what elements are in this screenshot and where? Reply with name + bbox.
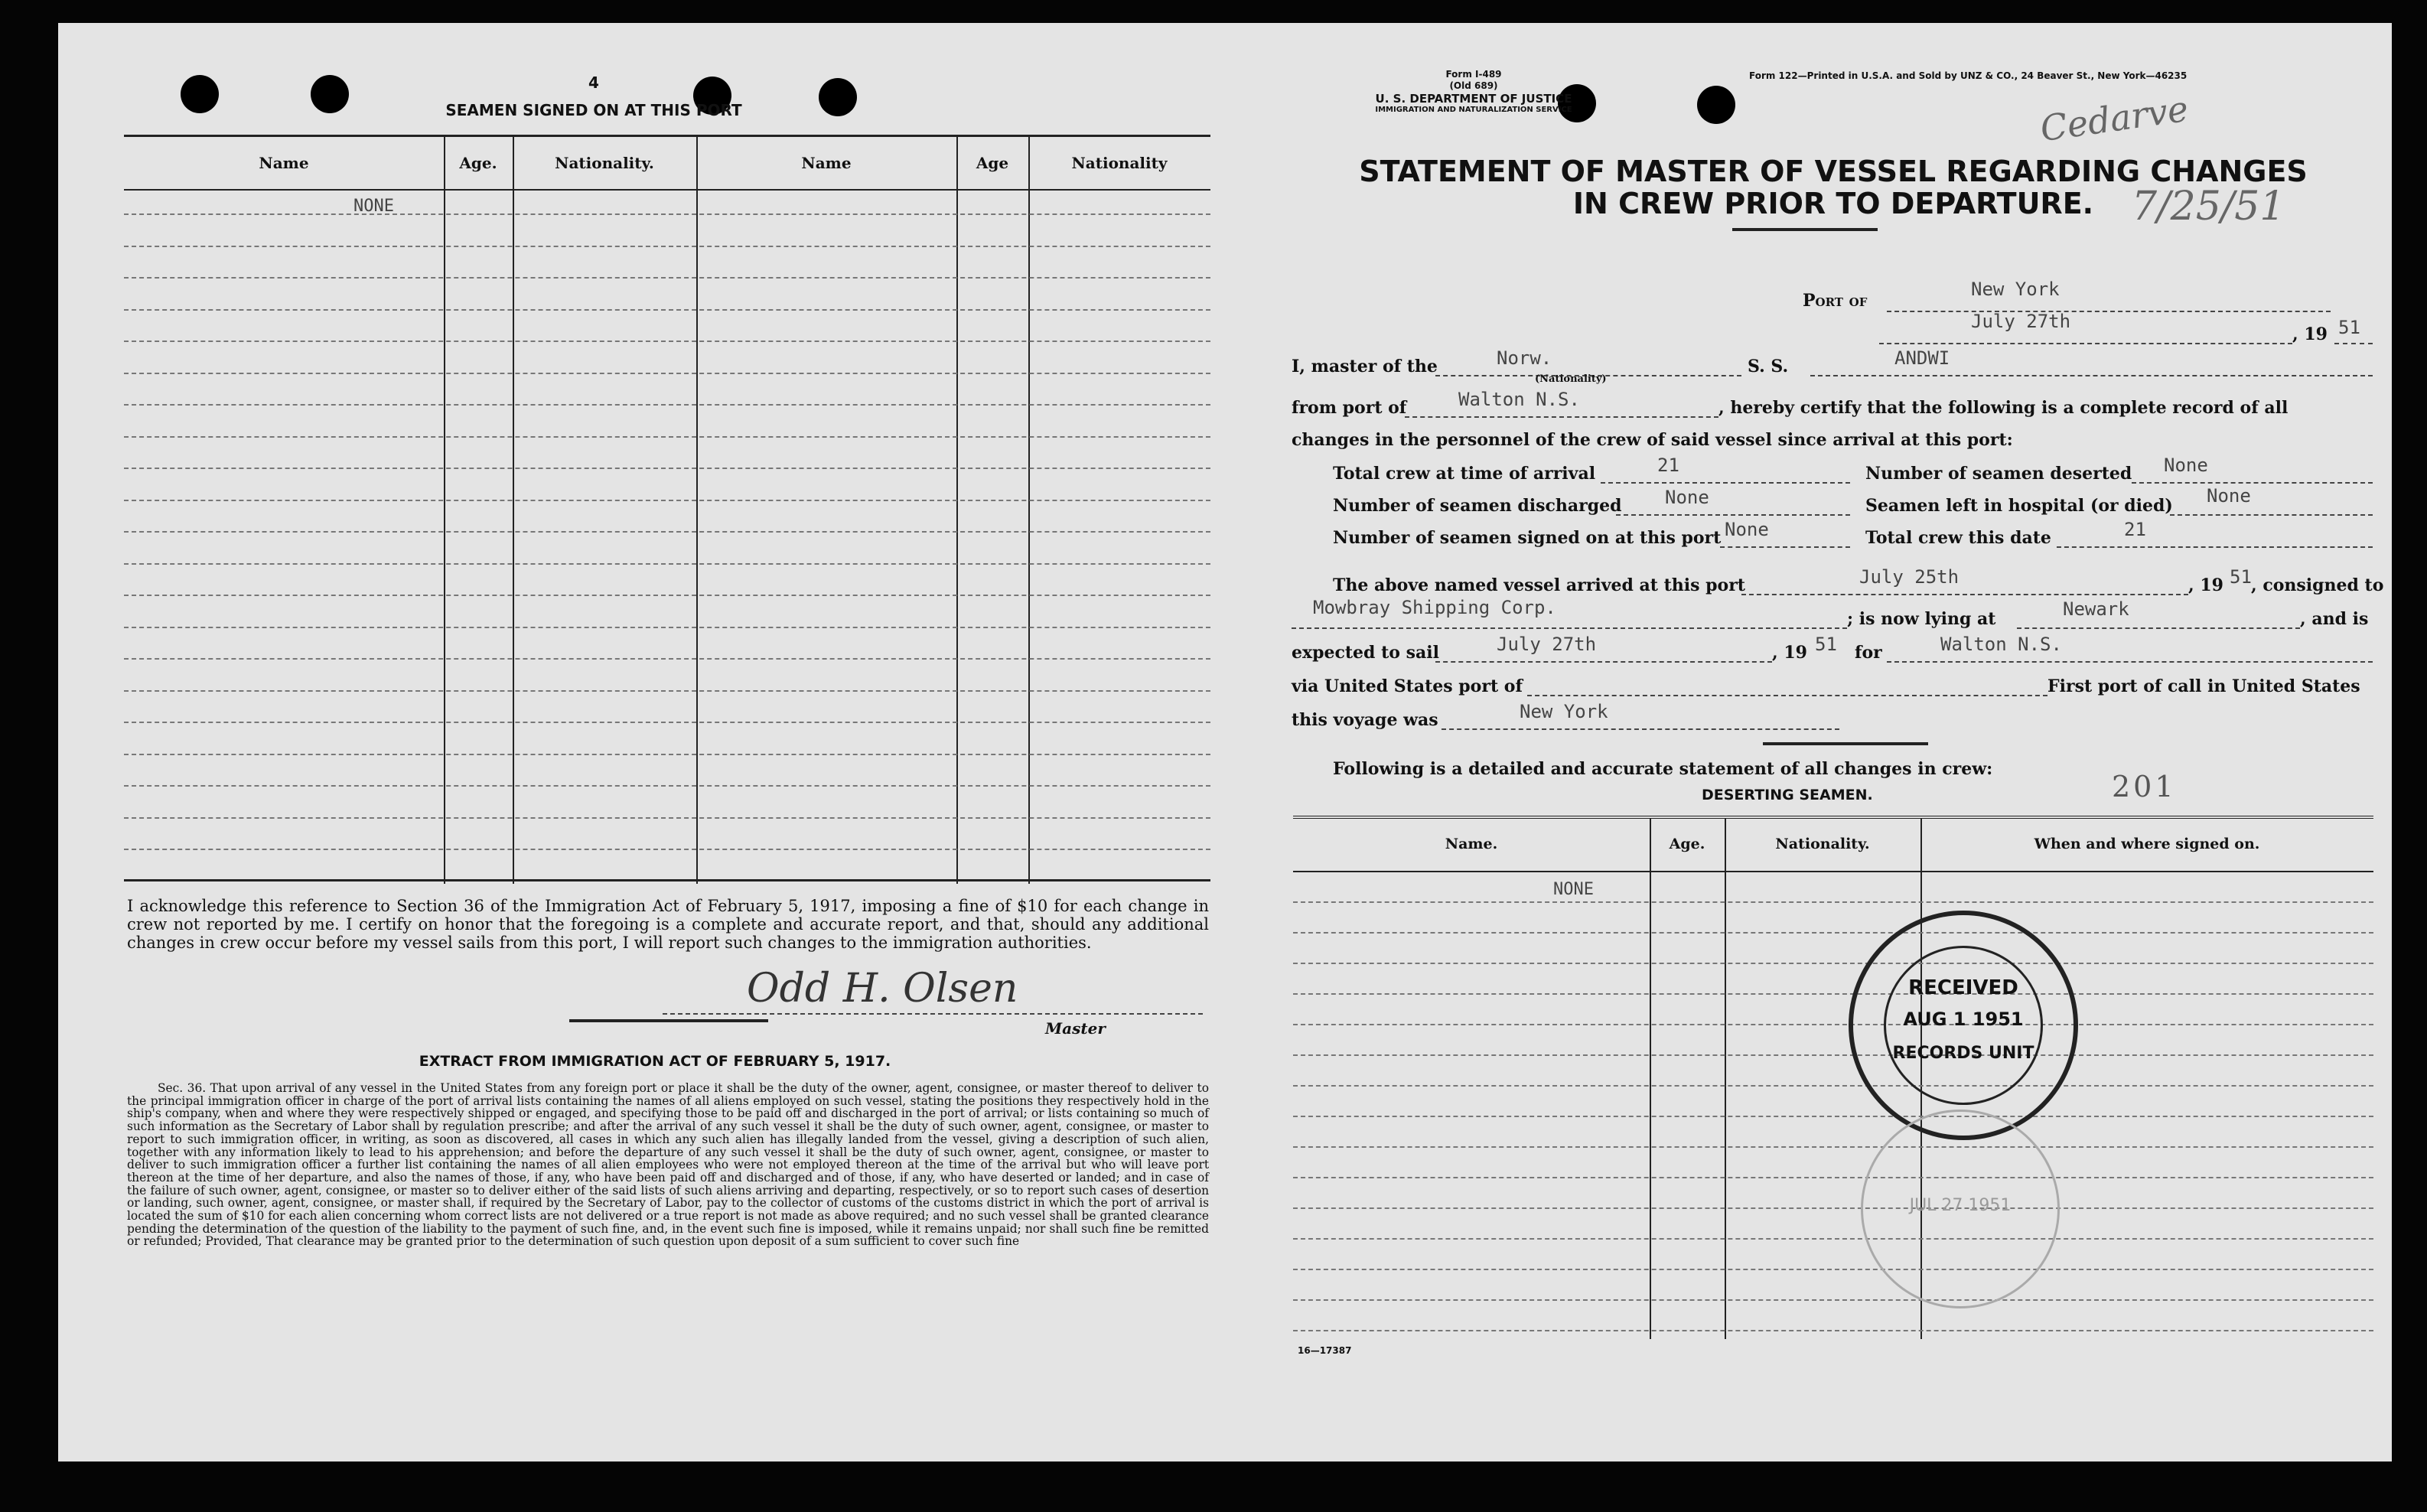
row-rule <box>124 658 1210 660</box>
certify-text: , hereby certify that the following is a complete record of all <box>1718 398 2289 418</box>
row-rule <box>124 722 1210 723</box>
stamp-unit-text: RECORDS UNIT <box>1892 1044 2034 1063</box>
signed-on-label: Number of seamen signed on at this port <box>1333 528 1722 548</box>
col-header: Age. <box>1669 836 1705 852</box>
signature-line <box>663 1013 1203 1015</box>
punch-hole <box>1697 86 1735 124</box>
voyage-value: New York <box>1520 701 1608 722</box>
row-rule <box>124 785 1210 787</box>
nationality-caption: (Nationality) <box>1535 373 1607 385</box>
deserted-value: None <box>2164 455 2208 476</box>
faint-stamp <box>1861 1110 2060 1308</box>
row-rule <box>1293 1299 2373 1301</box>
extract-title: EXTRACT FROM IMMIGRATION ACT OF FEBRUARY 5, 1917. <box>419 1053 891 1070</box>
form-title-2: IN CREW PRIOR TO DEPARTURE. <box>1572 187 2094 220</box>
col-header: Nationality. <box>555 154 654 172</box>
year-value: 51 <box>2338 317 2360 338</box>
row-rule <box>124 309 1210 311</box>
row-rule <box>124 817 1210 819</box>
row-rule <box>1293 1116 2373 1117</box>
row-rule <box>124 849 1210 850</box>
arrived-label: The above named vessel arrived at this port <box>1333 575 1745 595</box>
arrived-date: July 25th <box>1859 566 1960 588</box>
row-rule <box>124 468 1210 469</box>
following-text: Following is a detailed and accurate statement of all changes in crew: <box>1333 759 1993 779</box>
col-header: Name <box>259 154 309 172</box>
lying-at-value: Newark <box>2063 598 2129 620</box>
punch-hole <box>311 75 349 113</box>
header-rule <box>124 189 1210 191</box>
handwritten-note: Cedarve <box>2038 87 2191 150</box>
destination-value: Walton N.S. <box>1940 634 2062 655</box>
sail-year: 51 <box>1815 634 1837 655</box>
consigned-label: , consigned to <box>2251 575 2384 595</box>
stamp-number: 201 <box>2112 770 2177 803</box>
row-rule <box>124 500 1210 501</box>
total-date-label: Total crew this date <box>1865 528 2051 548</box>
row-rule <box>1293 963 2373 964</box>
col-header: Name. <box>1445 836 1498 852</box>
deserting-table <box>1293 816 2373 1336</box>
lying-label: ; is now lying at <box>1847 609 1996 629</box>
ss-label: S. S. <box>1748 357 1789 376</box>
deserting-title: DESERTING SEAMEN. <box>1702 787 1873 803</box>
row-rule <box>124 246 1210 247</box>
col-header: Nationality. <box>1775 836 1870 852</box>
row-rule <box>1293 932 2373 934</box>
row-rule <box>124 595 1210 596</box>
row-rule <box>1293 1238 2373 1240</box>
discharged-label: Number of seamen discharged <box>1333 496 1622 516</box>
row-rule <box>124 277 1210 279</box>
row-rule <box>124 690 1210 692</box>
stamp-date-text: AUG 1 1951 <box>1903 1009 2024 1030</box>
signed-on-value: None <box>1725 519 1769 540</box>
page-number: 4 <box>588 73 599 92</box>
row-rule <box>1293 993 2373 995</box>
row-rule <box>124 563 1210 565</box>
row-rule <box>124 754 1210 755</box>
col-header: When and where signed on. <box>2034 836 2260 852</box>
for-label: for <box>1855 643 1882 663</box>
master-label: I, master of the <box>1292 357 1438 376</box>
signature-caption: Master <box>1045 1019 1106 1038</box>
row-rule <box>1293 1054 2373 1056</box>
signature: Odd H. Olsen <box>747 966 1018 1012</box>
service-name: IMMIGRATION AND NATURALIZATION SERVICE <box>1375 106 1572 114</box>
date-value: July 27th <box>1971 311 2071 332</box>
and-is-label: , and is <box>2300 609 2369 629</box>
extract-text: Sec. 36. That upon arrival of any vessel in the United States from any foreign port or place it shall be the duty of the owner, agent, consignee, or master thereof to deliver to the principal immigration officer in charge of the port of arrival lists containing the names of all aliens employed on such vessel, stating the positions they respectively hold in the ship's company, when and where they were respectively shipped or engaged, and specifying those to be paid off and discharged in the port of arrival; or lists containing so much of such information as the Secretary of Labor shall by regulation prescribe; and after the arrival of any such vessel it shall be the duty of such owner, agent, consignee, or master to report to such immigration officer, in writing, as soon as discovered, all cases in which any such alien has illegally landed from the vessel, giving a description of such alien, together with any information likely to lead to his apprehension; and before the departure of any such vessel it shall be the duty of such owner, agent, consignee, or master to deliver to such immigration officer a further list containing the names of all alien employees who were not employed thereon at the time of the arrival but who will leave port thereon at the time of her departure, and also the names of those, if any, who have been paid off and discharged and of those, if any, who have deserted or landed; and in case of the failure of such owner, agent, consignee, or master so to deliver either of the said lists of such aliens arriving and departing, respectively, or so to report such cases of desertion or landing, such owner, agent, consignee, or master shall, if required by the Secretary of Labor, pay to the collector of customs of the customs district in which the port of arrival is located the sum of $10 for each alien concerning whom correct lists are not delivered or a true report is not made as above required; and no such vessel shall be granted clearance pending the determination of the question of the liability to the payment of such fine, and, in the event such fine is imposed, while it remains unpaid; nor shall such fine be remitted or refunded; Provided, That clearance may be granted prior to the determination of such question upon deposit of a sum sufficient to cover such fine <box>127 1081 1209 1249</box>
row-rule <box>1293 901 2373 903</box>
form-old: (Old 689) <box>1449 80 1498 91</box>
right-entry-value: NONE <box>1553 880 1594 899</box>
discharged-value: None <box>1665 487 1709 508</box>
row-rule <box>124 213 1210 215</box>
printer-line: Form 122—Printed in U.S.A. and Sold by UNZ & CO., 24 Beaver St., New York—46235 <box>1749 70 2188 81</box>
left-entry-value: NONE <box>353 197 394 216</box>
vessel-name: ANDWI <box>1894 347 1950 369</box>
col-header: Nationality <box>1071 154 1168 172</box>
acknowledgement-text: I acknowledge this reference to Section 36 of the Immigration Act of February 5, 1917, imposing a fine of $10 for each change in crew not reported by me. I certify on honor that the foregoing is a complete and accurate report, and that, should any additional changes in crew occur before my vessel sails from this port, I will report such changes to the immigration authorities. <box>127 897 1209 952</box>
deserted-label: Number of seamen deserted <box>1865 464 2132 484</box>
changes-text: changes in the personnel of the crew of said vessel since arrival at this port: <box>1292 430 2013 450</box>
via-label: via United States port of <box>1292 676 1523 696</box>
stamp-received-text: RECEIVED <box>1908 976 2018 999</box>
col-header: Age. <box>459 154 497 172</box>
arrived-year-prefix: , 19 <box>2188 575 2223 595</box>
row-rule <box>124 404 1210 406</box>
hospital-label: Seamen left in hospital (or died) <box>1865 496 2173 516</box>
total-arrival-label: Total crew at time of arrival <box>1333 464 1596 484</box>
left-title: SEAMEN SIGNED ON AT THIS PORT <box>445 101 742 119</box>
punch-hole <box>819 78 857 116</box>
row-rule <box>124 627 1210 628</box>
row-rule <box>1293 1146 2373 1148</box>
footer-code: 16—17387 <box>1298 1345 1352 1356</box>
hospital-value: None <box>2207 485 2251 507</box>
row-rule <box>1293 1330 2373 1331</box>
total-arrival-value: 21 <box>1657 455 1679 476</box>
first-port-label: First port of call in United States <box>2047 676 2360 696</box>
row-rule <box>1293 1177 2373 1178</box>
dept-name: U. S. DEPARTMENT OF JUSTICE <box>1375 92 1572 106</box>
consignee-value: Mowbray Shipping Corp. <box>1313 597 1556 618</box>
sail-year-prefix: , 19 <box>1772 643 1807 663</box>
handwritten-date: 7/25/51 <box>2132 184 2285 230</box>
voyage-label: this voyage was <box>1292 710 1438 730</box>
from-port-value: Walton N.S. <box>1458 389 1580 410</box>
row-rule <box>1293 1024 2373 1025</box>
port-of-value: New York <box>1971 279 2060 300</box>
col-header: Name <box>801 154 852 172</box>
col-header: Age <box>976 154 1009 172</box>
expected-label: expected to sail <box>1292 643 1439 663</box>
total-date-value: 21 <box>2124 519 2146 540</box>
form-number: Form I-489 <box>1445 69 1502 80</box>
row-rule <box>124 341 1210 342</box>
form-sheet <box>58 23 2392 1461</box>
row-rule <box>124 531 1210 533</box>
row-rule <box>124 373 1210 374</box>
received-stamp <box>1849 911 2078 1140</box>
faint-stamp-date: JUL 27 1951 <box>1909 1196 2012 1215</box>
row-rule <box>1293 1207 2373 1209</box>
sail-date: July 27th <box>1497 634 1597 655</box>
row-rule <box>1293 1085 2373 1087</box>
port-of-label: Port of <box>1803 291 1868 311</box>
nationality-value: Norw. <box>1497 347 1552 369</box>
year-prefix: , 19 <box>2292 324 2328 344</box>
arrived-year: 51 <box>2230 566 2252 588</box>
row-rule <box>124 436 1210 438</box>
punch-hole <box>181 75 219 113</box>
signed-on-table <box>124 135 1210 881</box>
from-port-label: from port of <box>1292 398 1407 418</box>
form-title-1: STATEMENT OF MASTER OF VESSEL REGARDING CHANGES <box>1359 155 2308 188</box>
row-rule <box>1293 1269 2373 1270</box>
